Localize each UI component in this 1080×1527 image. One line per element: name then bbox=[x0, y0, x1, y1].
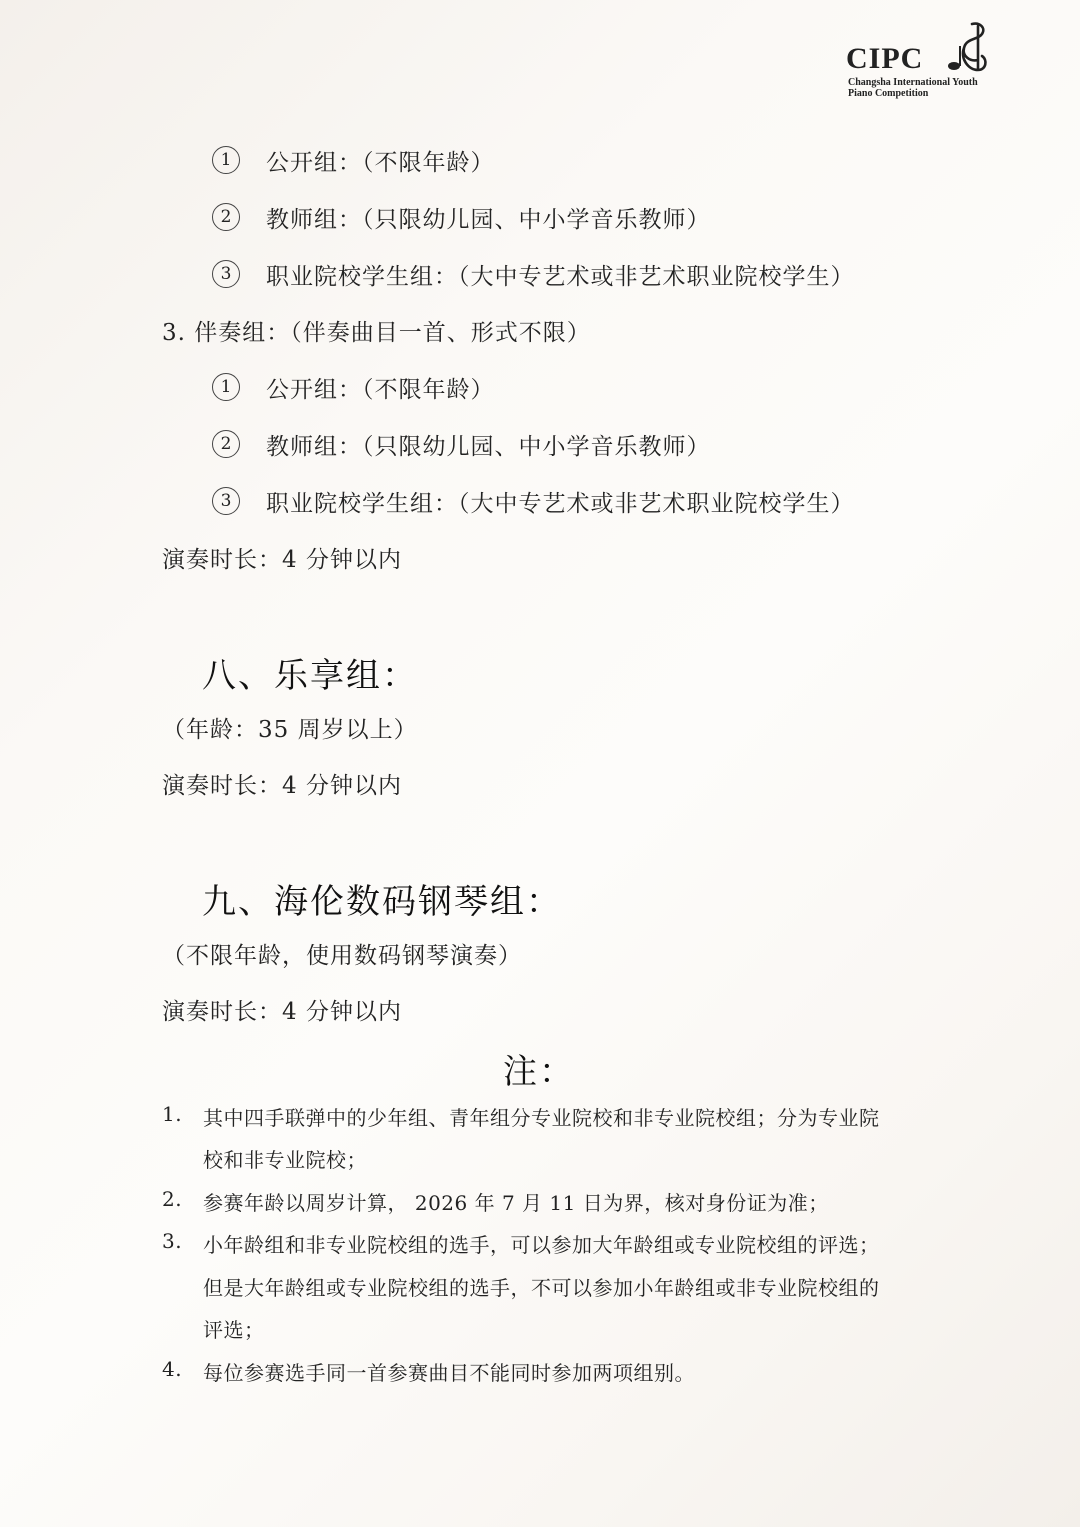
list-item-text: 公开组：（不限年龄） bbox=[266, 150, 495, 176]
note-text-line: 参赛年龄以周岁计算， 2026 年 7 月 11 日为界，核对身份证为准； bbox=[203, 1191, 829, 1215]
section-9-title: 九、海伦数码钢琴组： bbox=[202, 882, 562, 922]
note-number: 4. bbox=[162, 1357, 183, 1381]
note-text-line: 小年龄组和非专业院校组的选手，可以参加大年龄组或专业院校组的评选； bbox=[203, 1233, 880, 1257]
logo-sub-line1: Changsha International Youth bbox=[848, 77, 978, 88]
section-9-desc: （不限年龄，使用数码钢琴演奏） bbox=[162, 943, 522, 969]
note-text-line: 但是大年龄组或专业院校组的选手，不可以参加小年龄组或非专业院校组的 bbox=[203, 1276, 880, 1300]
circled-number: 3 bbox=[212, 487, 240, 515]
list-item-text: 职业院校学生组：（大中专艺术或非艺术职业院校学生） bbox=[266, 491, 855, 517]
note-text-line: 其中四手联弹中的少年组、青年组分专业院校和非专业院校组；分为专业院 bbox=[203, 1106, 880, 1130]
logo-sub-line2: Piano Competition bbox=[848, 88, 929, 99]
treble-note-icon bbox=[942, 20, 992, 80]
cipc-logo bbox=[846, 20, 996, 100]
note-number: 1. bbox=[162, 1102, 183, 1126]
circled-number: 3 bbox=[212, 260, 240, 288]
note-text-line: 校和非专业院校； bbox=[203, 1148, 367, 1172]
note-text-line: 评选； bbox=[203, 1318, 265, 1342]
list-item-text: 教师组：（只限幼儿园、中小学音乐教师） bbox=[266, 434, 711, 460]
section-8-age: （年龄：35 周岁以上） bbox=[162, 717, 418, 743]
notes-title: 注： bbox=[503, 1052, 575, 1092]
circled-number: 1 bbox=[212, 373, 240, 401]
circled-number: 2 bbox=[212, 203, 240, 231]
list-item-text: 公开组：（不限年龄） bbox=[266, 377, 495, 403]
section-8-duration: 演奏时长：4 分钟以内 bbox=[162, 773, 402, 799]
list-item-text: 教师组：（只限幼儿园、中小学音乐教师） bbox=[266, 207, 711, 233]
accompany-heading: 3. 伴奏组：（伴奏曲目一首、形式不限） bbox=[162, 320, 591, 346]
note-number: 3. bbox=[162, 1229, 183, 1253]
list-item-text: 职业院校学生组：（大中专艺术或非艺术职业院校学生） bbox=[266, 264, 855, 290]
note-text-line: 每位参赛选手同一首参赛曲目不能同时参加两项组别。 bbox=[203, 1361, 695, 1385]
circled-number: 1 bbox=[212, 146, 240, 174]
logo-abbr: CIPC bbox=[846, 42, 924, 75]
section-9-duration: 演奏时长：4 分钟以内 bbox=[162, 999, 402, 1025]
duration-text: 演奏时长：4 分钟以内 bbox=[162, 547, 402, 573]
circled-number: 2 bbox=[212, 430, 240, 458]
note-number: 2. bbox=[162, 1187, 183, 1211]
section-8-title: 八、乐享组： bbox=[202, 656, 418, 696]
